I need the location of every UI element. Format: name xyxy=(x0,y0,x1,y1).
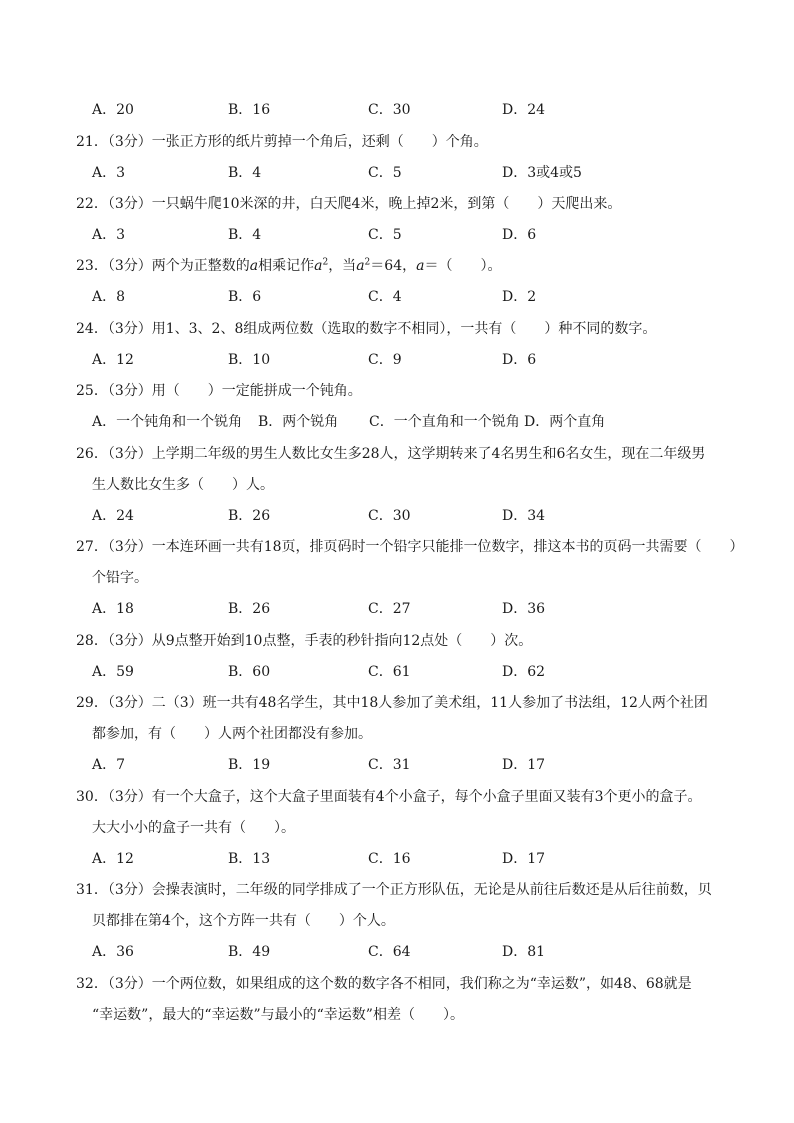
q28-option-b: B．60 xyxy=(228,664,271,680)
q27-option-a: A．18 xyxy=(92,601,134,617)
question-29-line2: 都参加，有（ ）人两个社团都没有参加。 xyxy=(92,726,372,742)
q28-option-d: D．62 xyxy=(502,664,546,680)
q26-option-b: B．26 xyxy=(228,508,271,524)
q31-option-a: A．36 xyxy=(92,944,134,960)
q23-var-a: a xyxy=(356,258,365,274)
q27-option-b: B．26 xyxy=(228,601,271,617)
q23-option-d: D．2 xyxy=(502,289,537,305)
q23-mid1: 相乘记作 xyxy=(258,258,315,274)
question-27-line2: 个铅字。 xyxy=(92,570,148,586)
q21-option-d: D．3或4或5 xyxy=(502,165,582,181)
question-30-line2: 大大小小的盒子一共有（ ）。 xyxy=(92,820,295,836)
question-26-line1: 26．（3分）上学期二年级的男生人数比女生多28人，这学期转来了4名男生和6名女生，现在二年级男 xyxy=(76,446,706,462)
q30-option-a: A．12 xyxy=(92,851,134,867)
q22-option-b: B．4 xyxy=(228,227,262,243)
q20-option-d: D．24 xyxy=(502,102,546,118)
question-26-line2: 生人数比女生多（ ）人。 xyxy=(92,477,274,493)
q24-option-d: D．6 xyxy=(502,352,537,368)
q28-option-a: A．59 xyxy=(92,664,134,680)
q25-option-c: C．一个直角和一个锐角 xyxy=(369,414,520,430)
q29-option-d: D．17 xyxy=(502,757,546,773)
question-25-text: 25．（3分）用（ ）一定能拼成一个钝角。 xyxy=(76,383,362,399)
q29-option-c: C．31 xyxy=(368,757,411,773)
q23-exponent: 2 xyxy=(322,257,329,268)
question-31-line2: 贝都排在第4个，这个方阵一共有（ ）个人。 xyxy=(92,913,395,929)
question-22-text: 22．（3分）一只蜗牛爬10米深的井，白天爬4米，晚上掉2米，到第（ ）天爬出来。 xyxy=(76,196,622,212)
question-30-line1: 30．（3分）有一个大盒子，这个大盒子里面装有4个小盒子，每个小盒子里面又装有3个更小的盒子。 xyxy=(76,789,702,805)
question-29-line1: 29．（3分）二（3）班一共有48名学生，其中18人参加了美术组，11人参加了书法组，12人两个社团 xyxy=(76,695,708,711)
q23-var-a: a xyxy=(416,258,425,274)
q26-option-c: C．30 xyxy=(368,508,411,524)
q22-option-d: D．6 xyxy=(502,227,537,243)
question-24-text: 24．（3分）用1、3、2、8组成两位数（选取的数字不相同），一共有（ ）种不同的数字。 xyxy=(76,321,657,337)
q24-option-a: A．12 xyxy=(92,352,134,368)
q22-option-a: A．3 xyxy=(92,227,126,243)
q23-var-a: a xyxy=(314,258,323,274)
question-23-text xyxy=(76,258,501,274)
question-28-text: 28．（3分）从9点整开始到10点整，手表的秒针指向12点处（ ）次。 xyxy=(76,633,533,649)
q20-option-a: A．20 xyxy=(92,102,134,118)
q21-option-a: A．3 xyxy=(92,165,126,181)
question-27-line1: 27．（3分）一本连环画一共有18页，排页码时一个铅字只能排一位数字，排这本书的页码一共需要（ ） xyxy=(76,539,744,555)
q20-option-c: C．30 xyxy=(368,102,411,118)
question-21-text: 21．（3分）一张正方形的纸片剪掉一个角后，还剩（ ）个角。 xyxy=(76,134,488,150)
question-32-line1: 32．（3分）一个两位数，如果组成的这个数的数字各不相同，我们称之为“幸运数”，如48、68就是 xyxy=(76,976,692,992)
question-32-line2: “幸运数”，最大的“幸运数”与最小的“幸运数”相差（ ）。 xyxy=(92,1007,464,1023)
q29-option-b: B．19 xyxy=(228,757,271,773)
q31-option-d: D．81 xyxy=(502,944,546,960)
q24-option-b: B．10 xyxy=(228,352,271,368)
q22-option-c: C．5 xyxy=(368,227,402,243)
q20-option-b: B．16 xyxy=(228,102,271,118)
q26-option-a: A．24 xyxy=(92,508,134,524)
q28-option-c: C．61 xyxy=(368,664,411,680)
q21-option-c: C．5 xyxy=(368,165,402,181)
q27-option-c: C．27 xyxy=(368,601,411,617)
q23-option-c: C．4 xyxy=(368,289,402,305)
q23-option-a: A．8 xyxy=(92,289,126,305)
q26-option-d: D．34 xyxy=(502,508,546,524)
q25-option-a: A．一个钝角和一个锐角 xyxy=(92,414,243,430)
q30-option-d: D．17 xyxy=(502,851,546,867)
q29-option-a: A．7 xyxy=(92,757,126,773)
q21-option-b: B．4 xyxy=(228,165,262,181)
q25-option-b: B．两个锐角 xyxy=(258,414,339,430)
q23-exponent: 2 xyxy=(364,257,371,268)
q30-option-b: B．13 xyxy=(228,851,271,867)
q30-option-c: C．16 xyxy=(368,851,411,867)
q23-var-a: a xyxy=(249,258,259,274)
q31-option-b: B．49 xyxy=(228,944,271,960)
q31-option-c: C．64 xyxy=(368,944,411,960)
q25-option-d: D．两个直角 xyxy=(524,414,606,430)
q23-prefix: 23．（3分）两个为正整数的 xyxy=(76,258,250,274)
q27-option-d: D．36 xyxy=(502,601,546,617)
q23-mid3: ＝64， xyxy=(370,258,417,274)
q23-mid2: ，当 xyxy=(328,258,357,274)
q23-suffix: ＝（ ）。 xyxy=(424,258,502,274)
q24-option-c: C．9 xyxy=(368,352,402,368)
question-31-line1: 31．（3分）会操表演时，二年级的同学排成了一个正方形队伍，无论是从前往后数还是从后往前数，贝 xyxy=(76,882,712,898)
q23-option-b: B．6 xyxy=(228,289,262,305)
